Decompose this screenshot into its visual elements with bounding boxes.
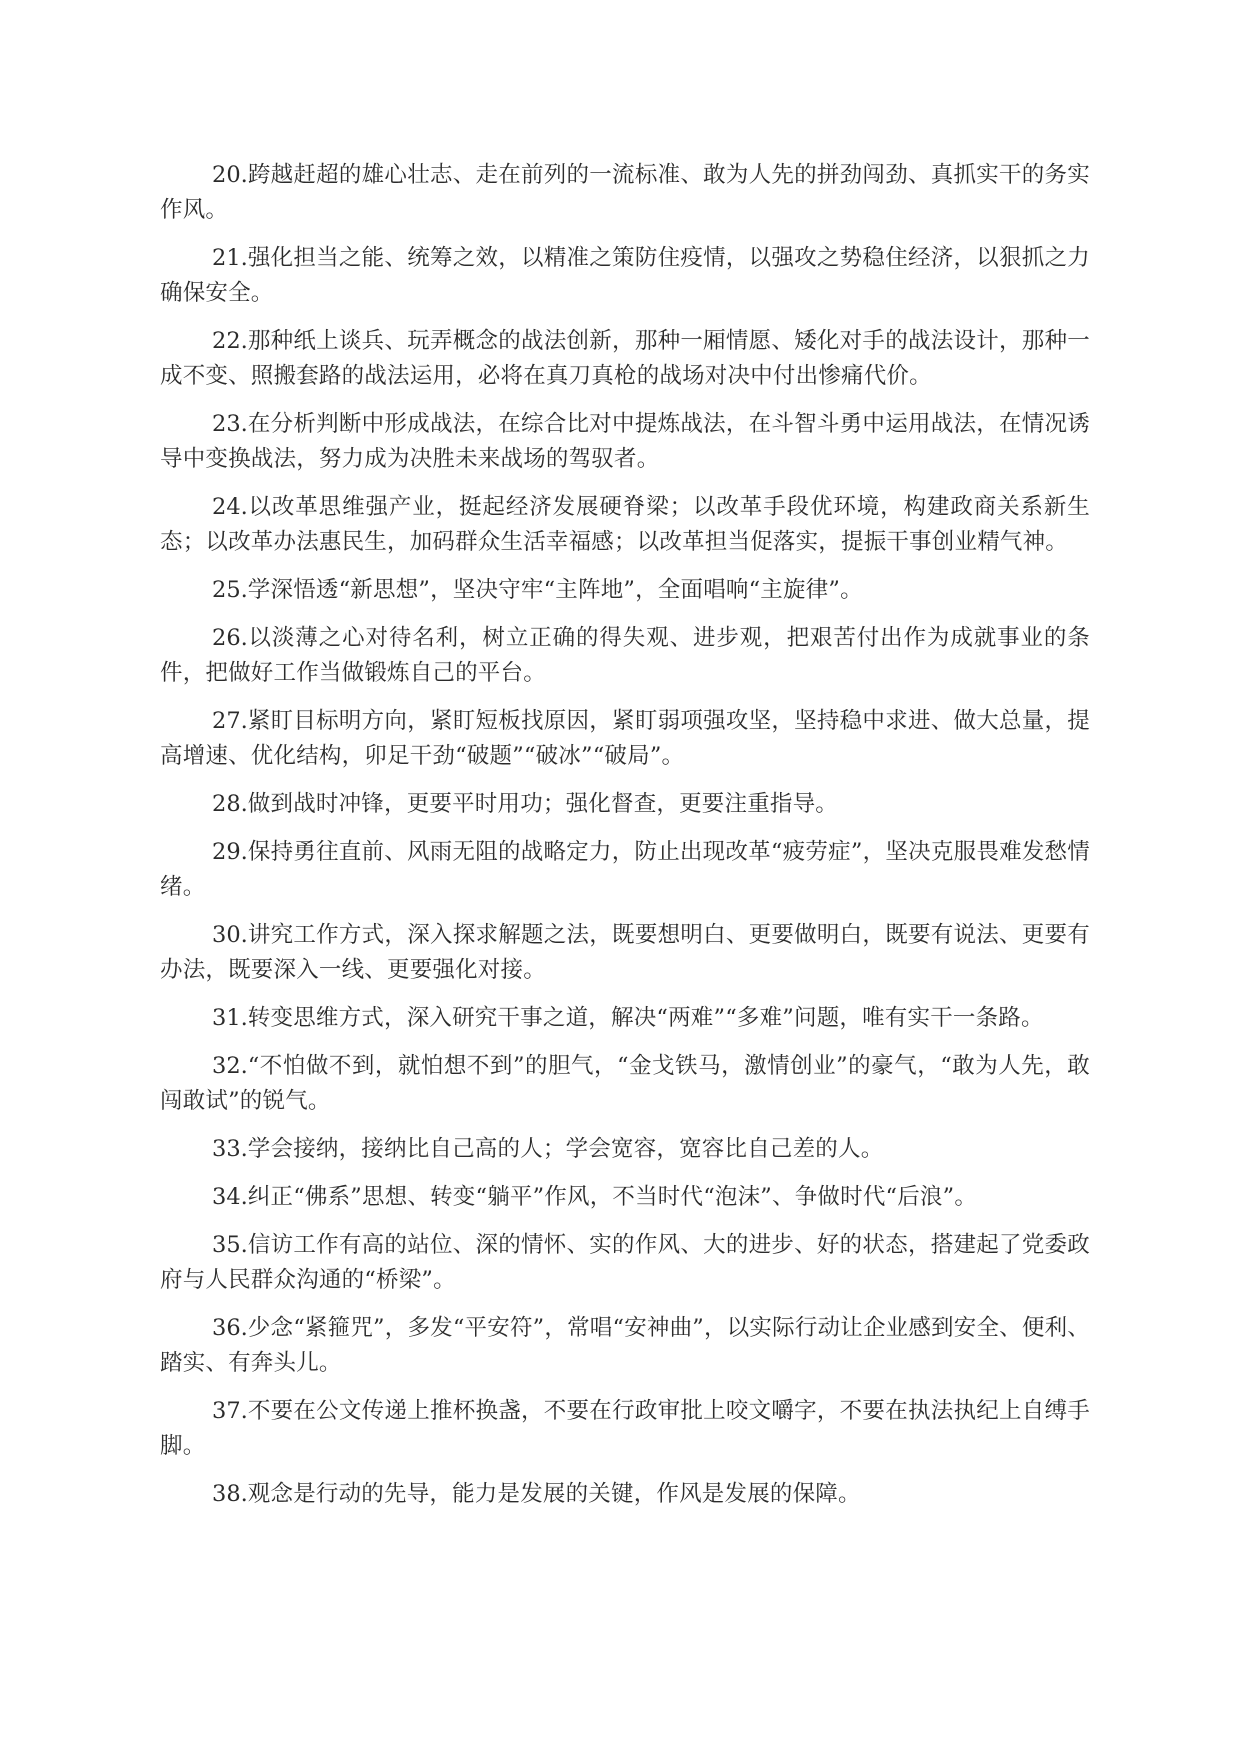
paragraph-number: 20. [212, 162, 248, 188]
paragraph-text: 少念“紧箍咒”，多发“平安符”，常唱“安神曲”，以实际行动让企业感到安全、便利、踏实、有奔头儿。 [160, 1315, 1090, 1376]
paragraph-number: 38. [212, 1481, 248, 1507]
paragraph-text: 做到战时冲锋，更要平时用功；强化督查，更要注重指导。 [247, 791, 838, 817]
paragraph-text: 以淡薄之心对待名利，树立正确的得失观、进步观，把艰苦付出作为成就事业的条件，把做好工作当做锻炼自己的平台。 [160, 625, 1090, 686]
paragraph-30 [160, 918, 1090, 988]
paragraph-number: 24. [212, 494, 248, 520]
paragraph-number: 26. [212, 625, 248, 651]
paragraph-29 [160, 835, 1090, 905]
paragraph-number: 23. [212, 411, 248, 437]
paragraph-text: 紧盯目标明方向，紧盯短板找原因，紧盯弱项强攻坚，坚持稳中求进、做大总量，提高增速、优化结构，卯足干劲“破题”“破冰”“破局”。 [160, 708, 1090, 769]
paragraph-number: 33. [212, 1136, 248, 1162]
paragraph-number: 35. [212, 1232, 248, 1258]
paragraph-24 [160, 490, 1090, 560]
paragraph-text: 学深悟透“新思想”，坚决守牢“主阵地”，全面唱响“主旋律”。 [247, 577, 863, 603]
paragraph-35 [160, 1228, 1090, 1298]
paragraph-text: 转变思维方式，深入研究干事之道，解决“两难”“多难”问题，唯有实干一条路。 [247, 1005, 1044, 1031]
paragraph-number: 30. [212, 922, 248, 948]
paragraph-36 [160, 1311, 1090, 1381]
paragraph-28 [160, 787, 1090, 822]
paragraph-number: 34. [212, 1184, 248, 1210]
paragraph-26 [160, 621, 1090, 691]
paragraph-21 [160, 241, 1090, 311]
paragraph-text: 以改革思维强产业，挺起经济发展硬脊梁；以改革手段优环境，构建政商关系新生态；以改革办法惠民生，加码群众生活幸福感；以改革担当促落实，提振干事创业精气神。 [160, 494, 1090, 555]
paragraph-22 [160, 324, 1090, 394]
paragraph-37 [160, 1394, 1090, 1464]
paragraph-text: 学会接纳，接纳比自己高的人；学会宽容，宽容比自己差的人。 [247, 1136, 884, 1162]
paragraph-number: 21. [212, 245, 248, 271]
paragraph-text: 信访工作有高的站位、深的情怀、实的作风、大的进步、好的状态，搭建起了党委政府与人民群众沟通的“桥梁”。 [160, 1232, 1090, 1293]
paragraph-text: 不要在公文传递上推杯换盏，不要在行政审批上咬文嚼字，不要在执法执纪上自缚手脚。 [160, 1398, 1090, 1459]
paragraph-text: 保持勇往直前、风雨无阻的战略定力，防止出现改革“疲劳症”，坚决克服畏难发愁情绪。 [160, 839, 1090, 900]
paragraph-number: 25. [212, 577, 248, 603]
paragraph-34 [160, 1180, 1090, 1215]
paragraph-25 [160, 573, 1090, 608]
paragraph-number: 27. [212, 708, 248, 734]
paragraph-23 [160, 407, 1090, 477]
paragraph-20 [160, 158, 1090, 228]
paragraph-31 [160, 1001, 1090, 1036]
paragraph-number: 36. [212, 1315, 248, 1341]
document-page [160, 158, 1090, 1525]
paragraph-text: 跨越赶超的雄心壮志、走在前列的一流标准、敢为人先的拼劲闯劲、真抓实干的务实作风。 [160, 162, 1090, 223]
paragraph-text: 讲究工作方式，深入探求解题之法，既要想明白、更要做明白，既要有说法、更要有办法，既要深入一线、更要强化对接。 [160, 922, 1090, 983]
paragraph-text: 观念是行动的先导，能力是发展的关键，作风是发展的保障。 [247, 1481, 861, 1507]
paragraph-text: 在分析判断中形成战法，在综合比对中提炼战法，在斗智斗勇中运用战法，在情况诱导中变换战法，努力成为决胜未来战场的驾驭者。 [160, 411, 1090, 472]
paragraph-38 [160, 1477, 1090, 1512]
paragraph-text: “不怕做不到，就怕想不到”的胆气，“金戈铁马，激情创业”的豪气，“敢为人先，敢闯敢试”的锐气。 [160, 1053, 1090, 1114]
paragraph-number: 37. [212, 1398, 248, 1424]
paragraph-number: 29. [212, 839, 248, 865]
paragraph-number: 22. [212, 328, 248, 354]
paragraph-number: 32. [212, 1053, 248, 1079]
paragraph-text: 那种纸上谈兵、玩弄概念的战法创新，那种一厢情愿、矮化对手的战法设计，那种一成不变、照搬套路的战法运用，必将在真刀真枪的战场对决中付出惨痛代价。 [160, 328, 1090, 389]
paragraph-number: 28. [212, 791, 248, 817]
paragraph-text: 强化担当之能、统筹之效，以精准之策防住疫情，以强攻之势稳住经济，以狠抓之力确保安全。 [160, 245, 1090, 306]
paragraph-33 [160, 1132, 1090, 1167]
paragraph-number: 31. [212, 1005, 248, 1031]
paragraph-32 [160, 1049, 1090, 1119]
paragraph-text: 纠正“佛系”思想、转变“躺平”作风，不当时代“泡沫”、争做时代“后浪”。 [247, 1184, 978, 1210]
paragraph-27 [160, 704, 1090, 774]
